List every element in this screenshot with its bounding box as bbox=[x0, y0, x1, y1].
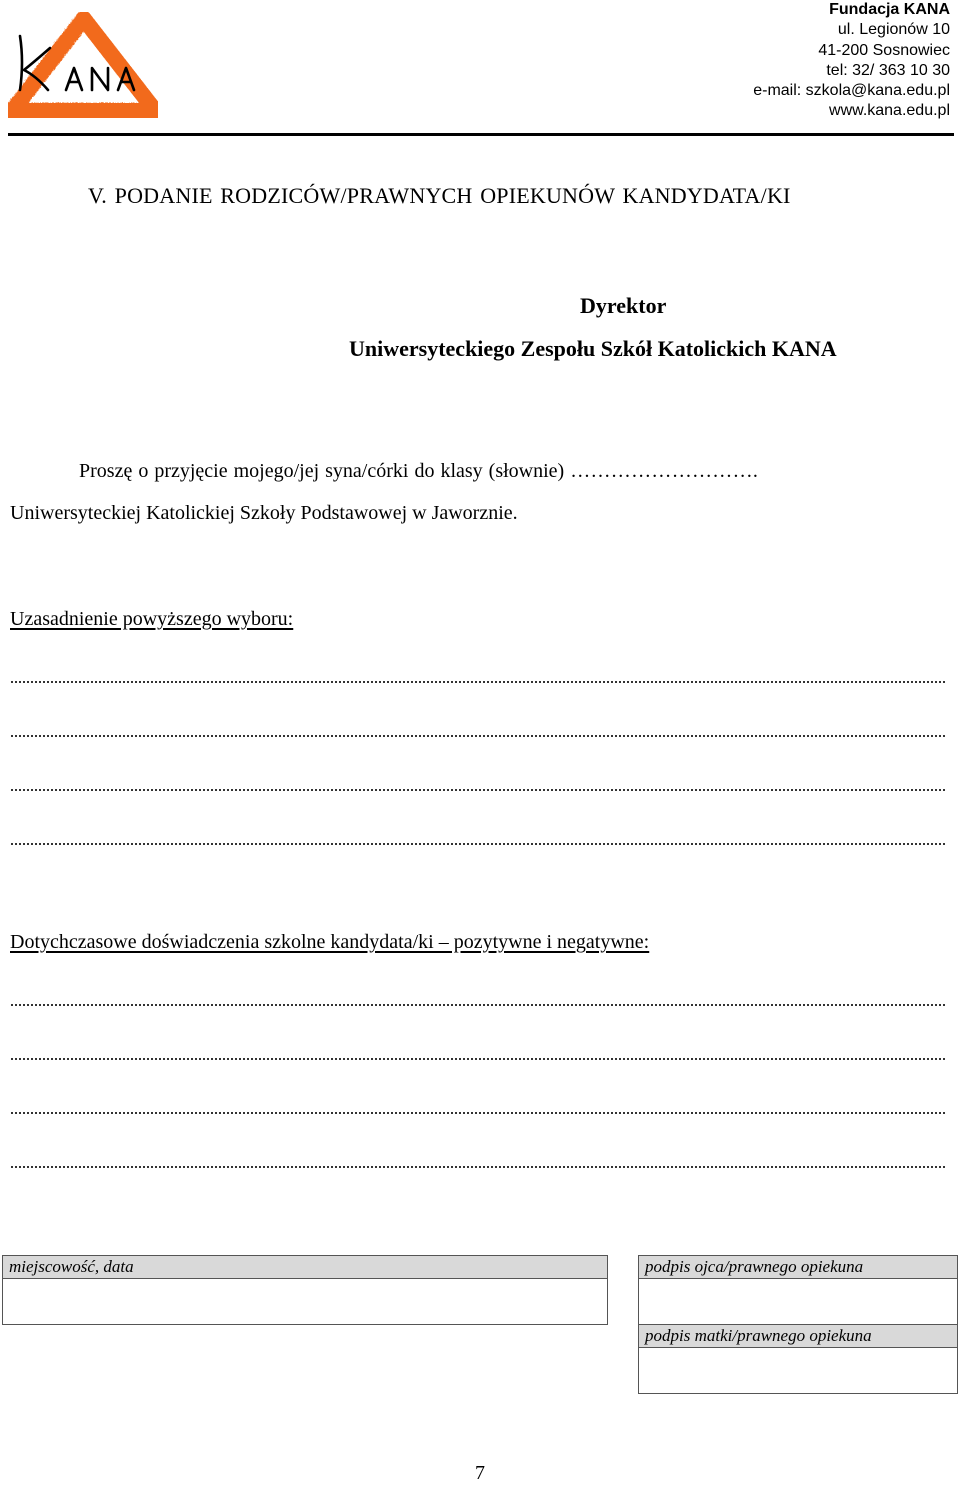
header-divider bbox=[8, 133, 954, 136]
request-text: Proszę o przyjęcie mojego/jej syna/córki do klasy (słownie) bbox=[79, 460, 571, 482]
org-name: Fundacja KANA bbox=[829, 1, 950, 18]
place-date-box[interactable] bbox=[2, 1255, 608, 1325]
experience-line-2[interactable] bbox=[10, 1058, 946, 1060]
justification-line-3[interactable] bbox=[10, 789, 946, 791]
justification-line-1[interactable] bbox=[10, 681, 946, 683]
org-email: e-mail: szkola@kana.edu.pl bbox=[753, 82, 950, 100]
addressee-institution: Uniwersyteckiego Zespołu Szkół Katolickich KANA bbox=[349, 336, 837, 361]
organization-info bbox=[753, 0, 950, 122]
kana-logo bbox=[8, 12, 158, 118]
org-city: 41-200 Sosnowiec bbox=[818, 41, 950, 59]
justification-line-2[interactable] bbox=[10, 735, 946, 737]
kana-logo-icon bbox=[8, 12, 158, 118]
place-date-label: miejscowość, data bbox=[3, 1256, 607, 1279]
experience-label: Dotychczasowe doświadczenia szkolne kandydata/ki – pozytywne i negatywne: bbox=[10, 931, 650, 953]
mother-signature-label: podpis matki/prawnego opiekuna bbox=[639, 1324, 957, 1348]
org-website: www.kana.edu.pl bbox=[829, 102, 950, 120]
experience-line-1[interactable] bbox=[10, 1004, 946, 1006]
justification-label: Uzasadnienie powyższego wyboru: bbox=[10, 608, 294, 630]
request-school: Uniwersyteckiej Katolickiej Szkoły Podstawowej w Jaworznie. bbox=[10, 502, 518, 524]
experience-line-4[interactable] bbox=[10, 1166, 946, 1168]
org-street: ul. Legionów 10 bbox=[837, 21, 950, 39]
parent-signature-box[interactable] bbox=[638, 1255, 958, 1394]
org-phone: tel: 32/ 363 10 30 bbox=[826, 61, 950, 79]
father-signature-label: podpis ojca/prawnego opiekuna bbox=[639, 1256, 957, 1279]
page-number: 7 bbox=[475, 1462, 485, 1484]
addressee-title: Dyrektor bbox=[580, 293, 667, 318]
class-fill-in-field[interactable]: ………………………. bbox=[570, 460, 759, 482]
justification-line-4[interactable] bbox=[10, 843, 946, 845]
experience-line-3[interactable] bbox=[10, 1112, 946, 1114]
document-title: V. PODANIE RODZICÓW/PRAWNYCH OPIEKUNÓW KANDYDATA/KI bbox=[88, 183, 791, 208]
request-sentence bbox=[79, 460, 758, 483]
